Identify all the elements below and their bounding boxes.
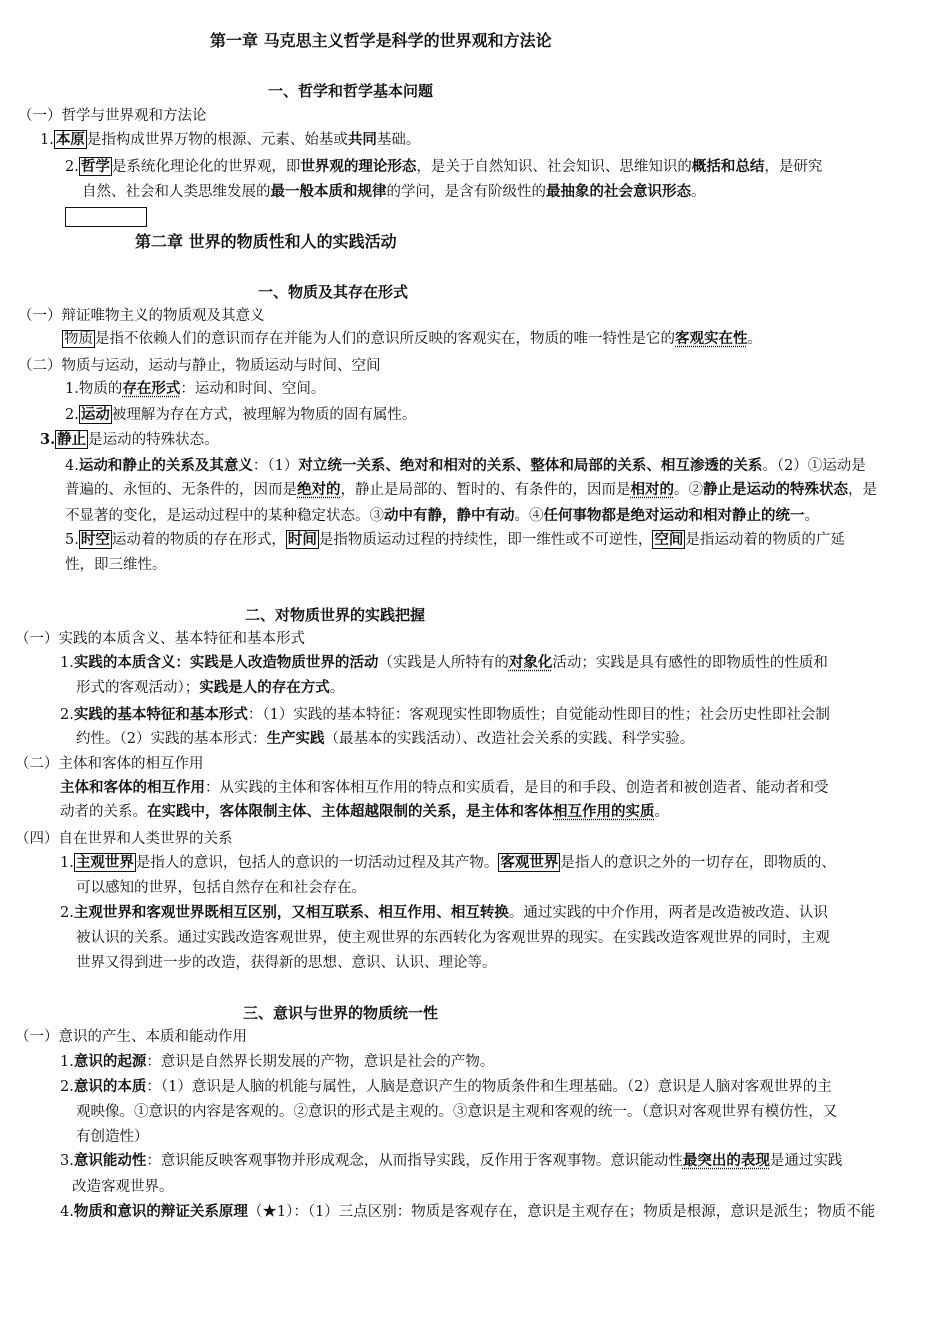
list-item-continued: 有创造性） (76, 1129, 149, 1145)
list-item: 5. 时空 运动着的物质的存在形式， 时间 是指物质运动过程的持续性，即一维性或不可逆性， 空间 是指运动着的物质的广延 (65, 531, 845, 548)
term-box: 时空 (80, 531, 110, 548)
section-heading: 二、对物质世界的实践把握 (245, 606, 426, 624)
subsection-heading: （一）实践的本质含义、基本特征和基本形式 (15, 631, 305, 647)
list-item: 3.意识能动性：意识能反映客观事物并形成观念，从而指导实践，反作用于客观事物。意识能动性最突出的表现是通过实践 (60, 1152, 843, 1169)
term-box: 主观世界 (75, 854, 134, 871)
list-item: 2.意识的本质：（1）意识是人脑的机能与属性，人脑是意识产生的物质条件和生理基础。（2）意识是人脑对客观世界的主 (60, 1078, 832, 1095)
empty-box (65, 207, 147, 227)
list-item-continued: 形式的客观活动）；实践是人的存在方式。 (76, 679, 345, 696)
list-item: 1. 主观世界 是指人的意识，包括人的意识的一切活动过程及其产物。 客观世界 是指人的意识之外的一切存在，即物质的、 (60, 854, 836, 871)
paragraph-continued: 动者的关系。在实践中，客体限制主体、主体超越限制的关系，是主体和客体相互作用的实质。 (60, 803, 669, 820)
term-box: 空间 (654, 531, 684, 548)
list-item: 1.实践的本质含义：实践是人改造物质世界的活动（实践是人所特有的对象化活动；实践是具有感性的即物质性的性质和 (60, 654, 828, 671)
term-box: 物质 (64, 331, 93, 347)
list-item-continued: 世界又得到进一步的改造，获得新的思想、意识、认识、理论等。 (76, 955, 497, 971)
list-item-continued: 观映像。①意识的内容是客观的。②意识的形式是主观的。③意识是主观和客观的统一。（意识对客观世界有模仿性，又 (76, 1104, 838, 1120)
list-item-continued: 改造客观世界。 (72, 1179, 174, 1195)
list-item: 3. 静止 是运动的特殊状态。 (40, 431, 219, 448)
paragraph: 主体和客体的相互作用：从实践的主体和客体相互作用的特点和实质看，是目的和手段、创造者和被创造者、能动者和受 (60, 779, 829, 796)
list-item-continued: 普遍的、永恒的、无条件的，因而是绝对的，静止是局部的、暂时的、有条件的，因而是相对的。②静止是运动的特殊状态，是 (65, 481, 877, 498)
subsection-heading: （二）主体和客体的相互作用 (15, 756, 204, 772)
chapter2-title: 第二章 世界的物质性和人的实践活动 (135, 232, 397, 251)
term-box: 本原 (55, 131, 85, 148)
subsection-heading: （二）物质与运动，运动与静止，物质运动与时间、空间 (18, 358, 381, 374)
list-item: 2. 哲学 是系统化理论化的世界观，即世界观的理论形态，是关于自然知识、社会知识、思维知识的概括和总结，是研究 (65, 158, 823, 175)
list-item-continued: 自然、社会和人类思维发展的最一般本质和规律的学问，是含有阶级性的最抽象的社会意识形态。 (82, 183, 706, 200)
list-item: 4.运动和静止的关系及其意义：（1）对立统一关系、绝对和相对的关系、整体和局部的关系、相互渗透的关系。（2）①运动是 (65, 457, 866, 474)
chapter1-title: 第一章 马克思主义哲学是科学的世界观和方法论 (210, 31, 552, 50)
list-item: 1.物质的存在形式：运动和时间、空间。 (65, 380, 326, 397)
section-heading: 一、物质及其存在形式 (258, 283, 409, 301)
paragraph: 物质 是指不依赖人们的意识而存在并能为人们的意识所反映的客观实在，物质的唯一特性是它的客观实在性。 (64, 330, 762, 347)
list-item: 1. 本原 是指构成世界万物的根源、元素、始基或共同基础。 (40, 131, 421, 148)
list-item: 2.实践的基本特征和基本形式：（1）实践的基本特征：客观现实性即物质性；自觉能动性即目的性；社会历史性即社会制 (60, 706, 830, 723)
term-box: 静止 (57, 431, 87, 448)
subsection-heading: （一）辩证唯物主义的物质观及其意义 (18, 308, 265, 324)
subsection-heading: （一）意识的产生、本质和能动作用 (15, 1029, 247, 1045)
list-item-continued: 被认识的关系。通过实践改造客观世界，使主观世界的东西转化为客观世界的现实。在实践改造客观世界的同时，主观 (76, 930, 830, 946)
list-item: 4.物质和意识的辩证关系原理（★1）：（1）三点区别：物质是客观存在，意识是主观存在；物质是根源，意识是派生；物质不能 (60, 1203, 876, 1220)
section-heading: 一、哲学和哲学基本问题 (268, 82, 434, 100)
subsection-heading: （四）自在世界和人类世界的关系 (15, 831, 233, 847)
list-item: 2.主观世界和客观世界既相互区别，又相互联系、相互作用、相互转换。通过实践的中介作用，两者是改造被改造、认识 (60, 904, 828, 921)
list-item-continued: 可以感知的世界，包括自然存在和社会存在。 (76, 880, 366, 896)
list-item-continued: 性，即三维性。 (65, 557, 167, 573)
term-box: 运动 (80, 406, 110, 423)
list-item: 2. 运动 被理解为存在方式，被理解为物质的固有属性。 (65, 406, 417, 423)
list-item: 1.意识的起源：意识是自然界长期发展的产物，意识是社会的产物。 (60, 1053, 495, 1070)
list-item-continued: 约性。（2）实践的基本形式：生产实践（最基本的实践活动）、改造社会关系的实践、科学实验。 (76, 730, 695, 747)
term-box: 时间 (287, 531, 317, 548)
section-heading: 三、意识与世界的物质统一性 (243, 1004, 439, 1022)
subsection-heading: （一）哲学与世界观和方法论 (18, 108, 207, 124)
term-box: 哲学 (80, 158, 110, 175)
term-box: 客观世界 (500, 854, 559, 871)
list-item-continued: 不显著的变化，是运动过程中的某种稳定状态。③动中有静，静中有动。④任何事物都是绝对运动和相对静止的统一。 (65, 507, 819, 524)
